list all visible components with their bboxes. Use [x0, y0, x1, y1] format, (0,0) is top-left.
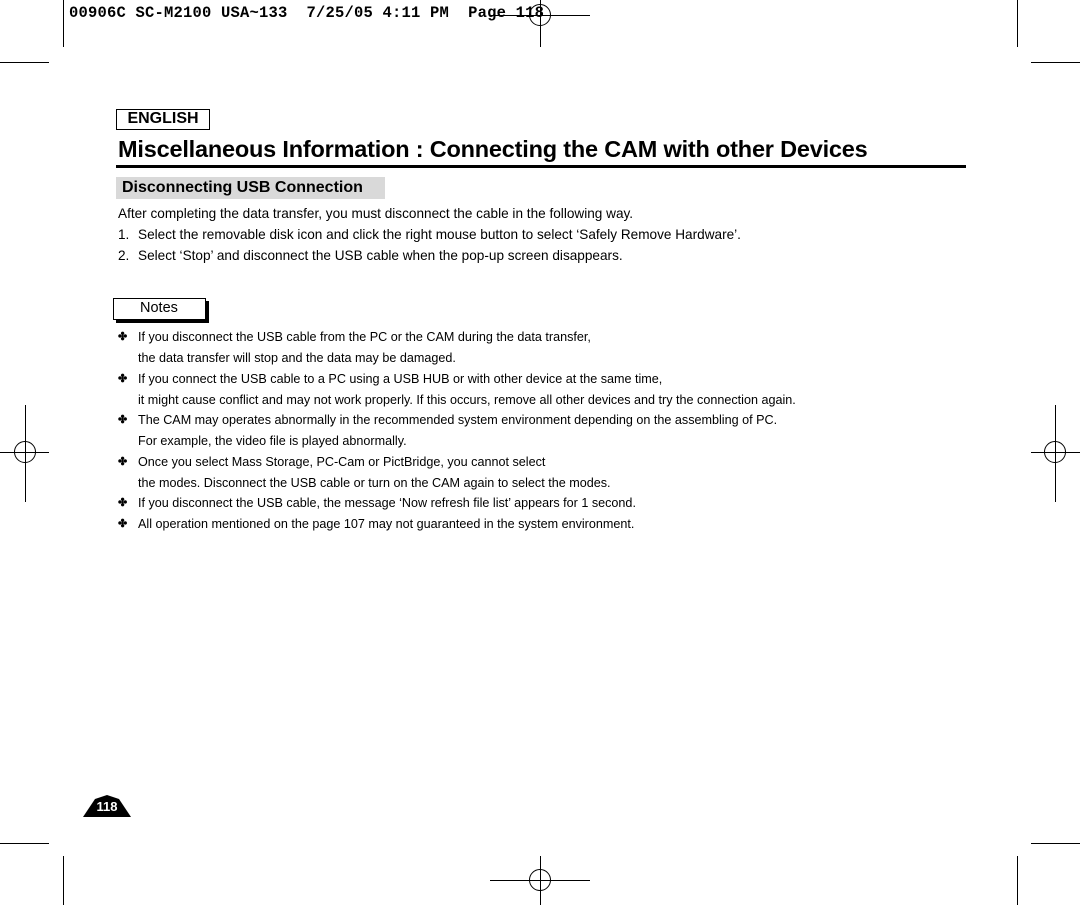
- step-text: Select ‘Stop’ and disconnect the USB cable when the pop-up screen disappears.: [138, 248, 623, 263]
- note-line: The CAM may operates abnormally in the recommended system environment depending on the assembling of PC.: [138, 413, 778, 427]
- bullet-icon: ✤: [118, 497, 128, 509]
- registration-circle: [529, 869, 551, 891]
- bullet-icon: ✤: [118, 456, 128, 468]
- intro-text: After completing the data transfer, you must disconnect the cable in the following way.: [118, 206, 634, 221]
- notes-label: Notes: [113, 298, 206, 320]
- note-item: [118, 410, 777, 452]
- crop-mark: [1031, 62, 1080, 63]
- note-line: For example, the video file is played abnormally.: [138, 434, 407, 448]
- note-item: [118, 327, 591, 369]
- note-item: [118, 514, 634, 535]
- bullet-icon: ✤: [118, 414, 128, 426]
- crop-mark: [0, 843, 49, 844]
- page-number: 118: [96, 799, 118, 814]
- note-line: If you disconnect the USB cable, the message ‘Now refresh file list’ appears for 1 second.: [138, 496, 636, 510]
- step-item: [118, 248, 623, 263]
- bullet-icon: ✤: [118, 331, 128, 343]
- step-item: [118, 227, 741, 242]
- note-item: [118, 369, 796, 411]
- page-number-badge: [83, 795, 131, 817]
- language-badge: ENGLISH: [116, 109, 210, 130]
- note-item: [118, 452, 611, 494]
- crop-mark: [63, 856, 64, 905]
- note-line: the data transfer will stop and the data may be damaged.: [138, 351, 456, 365]
- step-number: 1.: [118, 227, 130, 242]
- print-slug: 00906C SC-M2100 USA~133 7/25/05 4:11 PM Page 118: [69, 4, 545, 22]
- crop-mark: [1017, 856, 1018, 905]
- section-heading: Disconnecting USB Connection: [116, 177, 385, 199]
- note-line: it might cause conflict and may not work properly. If this occurs, remove all other devices and try the connection again.: [138, 393, 796, 407]
- note-line: If you disconnect the USB cable from the PC or the CAM during the data transfer,: [138, 330, 591, 344]
- crop-mark: [1031, 843, 1080, 844]
- note-item: [118, 493, 636, 514]
- note-line: the modes. Disconnect the USB cable or turn on the CAM again to select the modes.: [138, 476, 611, 490]
- registration-circle: [14, 441, 36, 463]
- crop-mark: [1017, 0, 1018, 47]
- note-line: Once you select Mass Storage, PC-Cam or PictBridge, you cannot select: [138, 455, 546, 469]
- crop-mark: [0, 62, 49, 63]
- step-text: Select the removable disk icon and click the right mouse button to select ‘Safely Remove Hardware’.: [138, 227, 741, 242]
- title-rule: [116, 165, 966, 168]
- registration-circle: [1044, 441, 1066, 463]
- bullet-icon: ✤: [118, 518, 128, 530]
- note-line: If you connect the USB cable to a PC using a USB HUB or with other device at the same time,: [138, 372, 663, 386]
- page-title: Miscellaneous Information : Connecting the CAM with other Devices: [118, 136, 868, 162]
- bullet-icon: ✤: [118, 373, 128, 385]
- step-number: 2.: [118, 248, 130, 263]
- note-line: All operation mentioned on the page 107 may not guaranteed in the system environment.: [138, 517, 635, 531]
- crop-mark: [63, 0, 64, 47]
